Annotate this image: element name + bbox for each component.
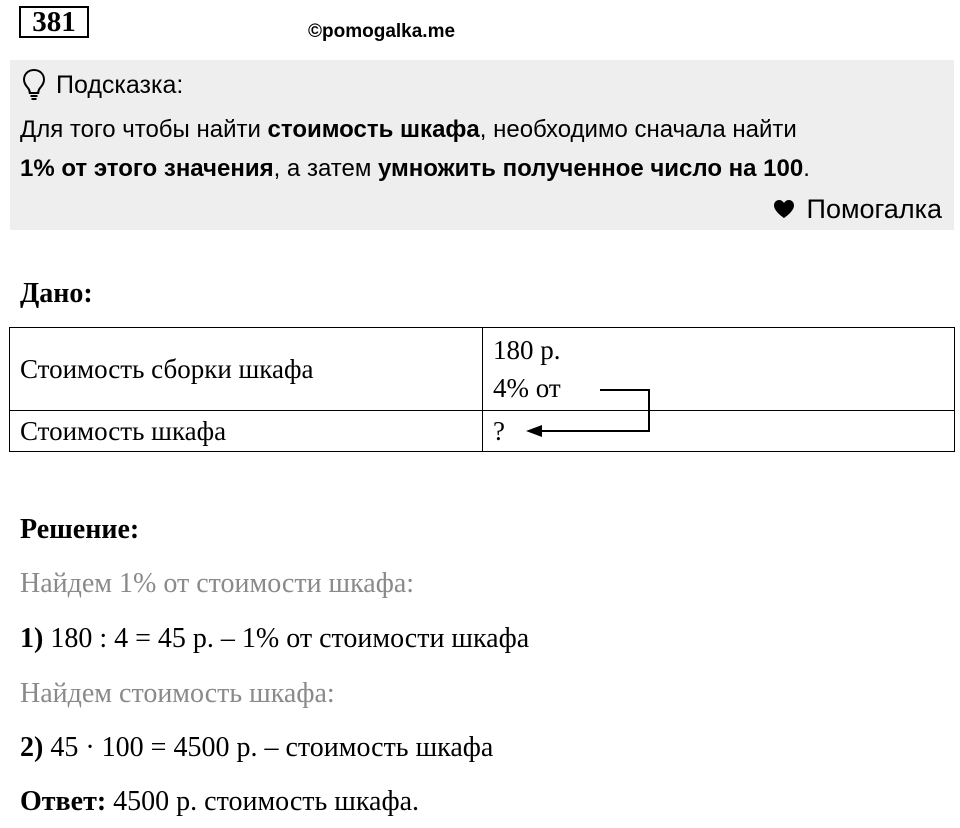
lightbulb-icon	[22, 68, 46, 102]
value-line: 4% от	[493, 373, 561, 403]
table-row	[10, 411, 955, 452]
table-cell-value: ?	[483, 411, 955, 452]
table-cell-label: Стоимость сборки шкафа	[10, 328, 483, 411]
table-cell-value	[483, 328, 955, 411]
hint-emphasis: стоимость шкафа	[267, 116, 480, 143]
step-text: 45 · 100 = 4500 р. – стоимость шкафа	[43, 732, 494, 763]
answer-text: 4500 р. стоимость шкафа.	[106, 786, 420, 817]
step-number: 1)	[20, 623, 44, 654]
table-cell-label: Стоимость шкафа	[10, 411, 483, 452]
heart-icon	[773, 199, 795, 219]
task-number: 381	[19, 6, 89, 38]
signature-text: Помогалка	[806, 194, 942, 224]
hint-line-1	[20, 113, 797, 147]
hint-text: .	[803, 155, 810, 182]
answer	[20, 784, 419, 820]
step1	[20, 621, 529, 657]
given-heading: Дано:	[20, 278, 93, 309]
step-text: 180 : 4 = 45 р. – 1% от стоимости шкафа	[43, 623, 530, 654]
hint-text: , а затем	[273, 155, 379, 182]
signature	[773, 192, 942, 226]
step1-hint: Найдем 1% от стоимости шкафа:	[20, 568, 415, 599]
hint-text: Для того чтобы найти	[20, 116, 268, 143]
hint-emphasis: умножить полученное число на 100	[378, 155, 804, 182]
step2-hint: Найдем стоимость шкафа:	[20, 678, 335, 709]
given-table	[9, 327, 955, 452]
step-number: 2)	[20, 732, 44, 763]
solution-heading: Решение:	[20, 514, 140, 545]
value-line: 180 р.	[493, 335, 561, 365]
hint-title	[22, 68, 183, 102]
table-row	[10, 328, 955, 411]
hint-title-text: Подсказка:	[56, 71, 184, 99]
hint-text: , необходимо сначала найти	[479, 116, 797, 143]
hint-emphasis: 1% от этого значения	[20, 155, 274, 182]
hint-line-2	[20, 152, 810, 186]
answer-label: Ответ:	[20, 786, 107, 817]
step2	[20, 730, 493, 766]
watermark: ©pomogalka.me	[308, 21, 456, 42]
